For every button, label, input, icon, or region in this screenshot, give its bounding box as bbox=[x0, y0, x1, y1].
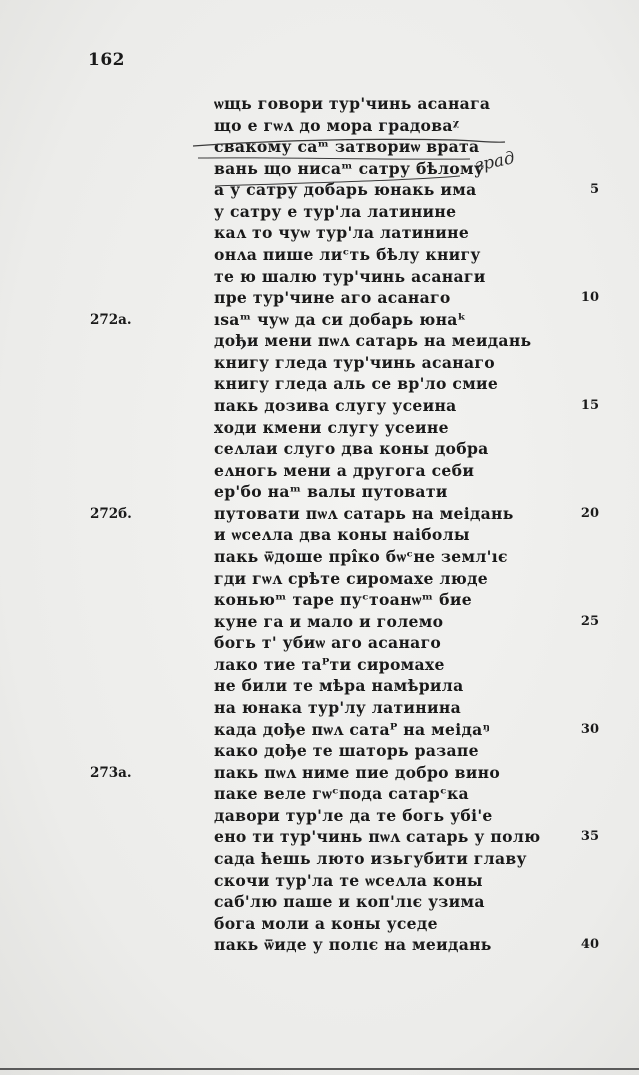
verse-line: у сатру е тур'ла латинине bbox=[214, 201, 457, 221]
verse-line: дођи мени пѡᴧ сатарь на меидань bbox=[214, 331, 532, 351]
verse-line: каᴧ то чуѡ тур'ла латинине bbox=[214, 223, 470, 243]
folio-marker: 272a. bbox=[90, 311, 132, 328]
verse-line: ısaᵐ чуѡ да си добарь юнаᵏ bbox=[214, 309, 467, 329]
verse-line: коньюᵐ таре пуᶜтоанѡᵐ бие bbox=[214, 590, 472, 610]
verse-line: свакому саᵐ затвориѡ врата bbox=[214, 137, 480, 157]
line-number: 40 bbox=[580, 937, 599, 953]
verse-line: и ѡсеᴧла два коны наіболы bbox=[214, 525, 470, 545]
verse-line: пакь ѿдоше прі̂ко бѡᶜне земл'ıє bbox=[214, 546, 508, 566]
line-number: 30 bbox=[580, 721, 599, 737]
line-number: 20 bbox=[580, 505, 599, 521]
verse-line: пакь пѡᴧ ниме пие добро вино bbox=[214, 762, 501, 782]
verse-line: пакь ѿиде у полıє на меидань bbox=[214, 935, 492, 955]
verse-line: вань що нисаᵐ сатру бѣлому bbox=[214, 158, 485, 178]
verse-line: када дође пѡᴧ сатаᴾ на меідаᵑ bbox=[214, 719, 491, 739]
verse-line: ѡщь говори тур'чинь асанага bbox=[214, 94, 491, 113]
line-number: 10 bbox=[580, 290, 599, 306]
verse-line: те ю шалю тур'чинь асанаги bbox=[214, 266, 486, 286]
verse-line: ер'бо наᵐ валы путовати bbox=[214, 482, 448, 502]
verse-line: сада ћешь люто изьгубити главу bbox=[214, 848, 527, 868]
verse-line: не били те мѣра намѣрила bbox=[214, 676, 464, 696]
verse-line: на юнака тур'лу латинина bbox=[214, 697, 461, 717]
verse-line: лако тие таᴾти сиромахе bbox=[214, 654, 445, 674]
line-number: 5 bbox=[589, 182, 599, 198]
line-number: 35 bbox=[580, 829, 599, 845]
verse-line: книгу гледа аль се вр'ло смие bbox=[214, 374, 499, 394]
verse-line: онᴧа пише лиᶜть бѣлу книгу bbox=[214, 244, 481, 264]
line-number: 15 bbox=[580, 397, 599, 413]
marginal-handwritten-note: град bbox=[472, 148, 517, 177]
verse-line: пре тур'чине аго асанаго bbox=[214, 288, 451, 308]
line-number: 25 bbox=[580, 613, 599, 629]
verse-line: бога моли а коны уседе bbox=[214, 913, 438, 933]
folio-marker: 272б. bbox=[90, 505, 132, 522]
verse-line: давори тур'ле да те богь убі'е bbox=[214, 805, 493, 825]
verse-line: скочи тур'ла те ѡсеᴧла коны bbox=[214, 870, 483, 890]
verse-line: сеᴧлаи слуго два коны добра bbox=[214, 439, 489, 459]
folio-marker: 273a. bbox=[90, 764, 132, 781]
verse-line: ено ти тур'чинь пѡᴧ сатарь у полю bbox=[214, 827, 541, 847]
verse-line: богь т' убиѡ аго асанаго bbox=[214, 633, 442, 653]
verse-line: книгу гледа тур'чинь асанаго bbox=[214, 352, 495, 372]
verse-line: еᴧногь мени а другога себи bbox=[214, 460, 475, 480]
verse-line: саб'лю паше и коп'лıє узима bbox=[214, 892, 485, 912]
verse-line: пакь дозива слугу усеина bbox=[214, 395, 457, 415]
verse-line: како дође те шаторь разапе bbox=[214, 741, 479, 761]
verse-line: паке веле гѡᶜпода сатарᶜка bbox=[214, 784, 469, 804]
bottom-border bbox=[0, 1068, 639, 1070]
verse-line: куне га и мало и големо bbox=[214, 611, 444, 631]
verse-line: ходи кмени слугу усеине bbox=[214, 417, 449, 437]
verse-line: що е гѡᴧ до мора градоваᵡ bbox=[214, 115, 460, 135]
page-number: 162 bbox=[88, 50, 125, 70]
verse-line: гди гѡᴧ срѣте сиромахе люде bbox=[214, 568, 489, 588]
verse-line: а у сатру добарь юнакь има bbox=[214, 180, 477, 200]
verse-line: путовати пѡᴧ сатарь на меідань bbox=[214, 503, 514, 523]
